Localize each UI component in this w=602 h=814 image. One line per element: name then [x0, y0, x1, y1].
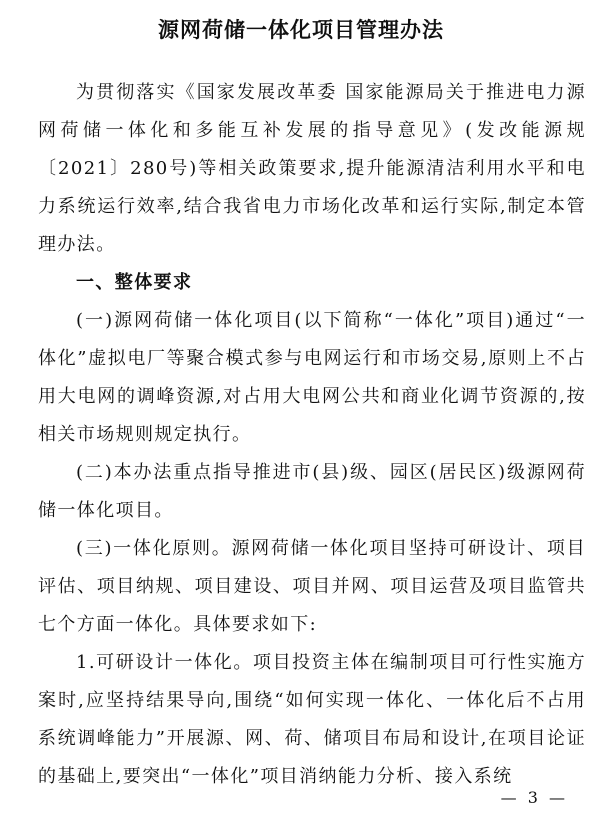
paragraph-item-2: (二)本办法重点指导推进市(县)级、园区(居民区)级源网荷储一体化项目。: [38, 462, 586, 521]
document-body: [38, 74, 586, 796]
document-title: 源网荷储一体化项目管理办法: [158, 18, 444, 42]
intro-paragraph: 为贯彻落实《国家发展改革委 国家能源局关于推进电力源网荷储一体化和多能互补发展的指导意见》(发改能源规〔2021〕280号)等相关政策要求,提升能源清洁利用水平和电力系统运行效率,结合我省电力市场化改革和运行实际,制定本管理办法。: [38, 82, 586, 255]
paragraph-item-3: (三)一体化原则。源网荷储一体化项目坚持可研设计、项目评估、项目纳规、项目建设、项目并网、项目运营及项目监管共七个方面一体化。具体要求如下:: [38, 538, 586, 635]
paragraph-item-1: (一)源网荷储一体化项目(以下简称“一体化”项目)通过“一体化”虚拟电厂等聚合模式参与电网运行和市场交易,原则上不占用大电网的调峰资源,对占用大电网公共和商业化调节资源的,按相关市场规则规定执行。: [38, 310, 586, 445]
paragraph-subitem-1: 1.可研设计一体化。项目投资主体在编制项目可行性实施方案时,应坚持结果导向,围绕“如何实现一体化、一体化后不占用系统调峰能力”开展源、网、荷、储项目布局和设计,在项目论证的基础上,要突出“一体化”项目消纳能力分析、接入系统: [38, 652, 586, 787]
page-number: — 3 —: [500, 788, 568, 807]
section-heading: 一、整体要求: [76, 272, 193, 293]
